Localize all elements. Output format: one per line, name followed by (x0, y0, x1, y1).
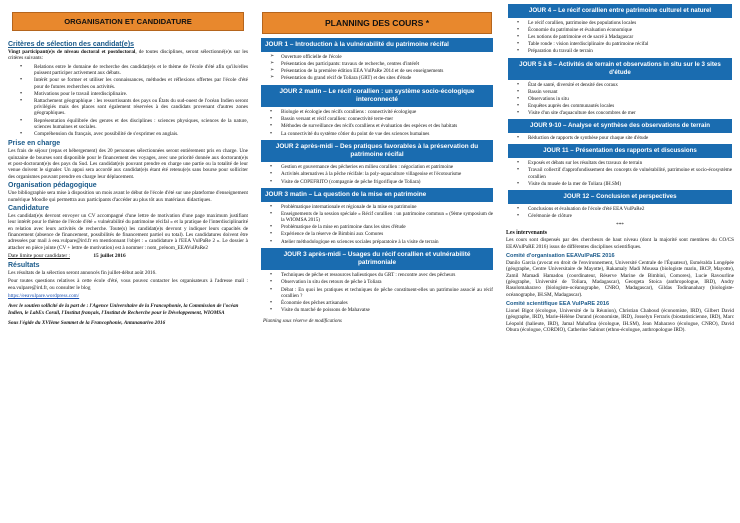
results-text: Les résultats de la sélection seront annoncés fin juillet-début août 2016. (8, 269, 157, 276)
prise-en-charge-text: Les frais de séjour (repas et hébergement) des 20 personnes sélectionnées seront entièrement pris en charge. Une quinzaine de bourses sont disponible pour le financement des voyages, avec une priorité donnée aux doctorant(e)s et post-doctorant(e)s des pays du Sud. Les candidat(e)s pouvant prendre en charge une partie ou la totalité de leur venue doivent le signaler. Un appui sera accordé aux candidat(e)s étant été retenu(e)s sans bourse pour solliciter des organismes pouvant prendre en charge leur déplacement. (8, 148, 248, 180)
list-item: • Table ronde : vision interdisciplinaire du patrimoine récifal (514, 41, 732, 47)
support-text: Avec le soutien sollicité de la part de : l'Agence Universitaire de la Francophonie, la Commission de l'océan Indien, le LabEx Corail, l'Institut français, l'Institut de Recherche pour le Développement, WIOMSA (8, 303, 239, 316)
results-title: Résultats (8, 261, 40, 269)
list-item: • Bassin versant (514, 89, 732, 95)
list-item: • Gestion et gouvernance des pêcheries en milieu corallien : négociation et patrimoine (267, 164, 493, 170)
day-block (261, 140, 493, 185)
day-items (514, 20, 732, 54)
sci-committee-title: Comité scientifique EEA VulPaRE 2016 (506, 301, 610, 308)
separator-stars: *** (616, 222, 624, 229)
day-items (267, 164, 493, 184)
list-item: • Travail collectif d'approfondissement des concepts de vulnérabilité, patrimoine et socio-écosystème corallien (514, 167, 732, 180)
list-item: • État de santé, diversité et densité des coraux (514, 82, 732, 88)
list-item: • Observation in situ des retours de pêche à Toliara (267, 279, 493, 285)
day-block (508, 4, 732, 55)
day-block (508, 144, 732, 187)
criteria-intro: Vingt participant(e)s de niveau doctoral et postdoctoral, de toutes disciplines, seront sélectionné(e)s sur les critères suivants: (8, 49, 248, 62)
day-items (267, 272, 493, 313)
list-item: • Expérience de la réserve de Bimbini aux Comores (267, 231, 493, 237)
day-title: JOUR 5 à 8 – Activités de terrain et observations in situ sur le 3 sites d'étude (508, 58, 732, 80)
list-item: • Rattachement géographique : les ressortissants des pays ou États du sud-ouest de l'océan Indien seront privilégiés mais des places sont également réservées à des candidats provenant d'autres zones géographiques. (18, 98, 248, 117)
pedagogie-text: Une bibliographie sera mise à disposition un mois avant le début de l'école d'été sur une plateforme d'enseignement numérique Moodle qui permettra aux participants d'accéder au plus tôt aux matériaux didactiques. (8, 190, 248, 203)
day-items (514, 160, 732, 187)
day-block (508, 58, 732, 117)
day-block (261, 38, 493, 82)
list-item: • Biologie et écologie des récifs coralliens : connectivité écologique (267, 109, 493, 115)
column-planning-continued (506, 4, 734, 519)
list-item: • Enseignements de la session spéciale « Récif corallien : un patrimoine commun » (9ème symposium de la WIOMSA 2015) (267, 211, 493, 224)
day-items (267, 54, 493, 81)
list-item: • Intérêt pour se former et utiliser les connaissances, méthodes et réflexions offertes par l'école d'été pour de futures recherches ou activités. (18, 77, 248, 90)
list-item: • Méthodes de surveillance des récifs coralliens et évaluation des espèces et des habitats (267, 123, 493, 129)
day-items (267, 109, 493, 136)
list-item: ➢ Ouverture officielle de l'école (267, 54, 493, 60)
blog-line (8, 293, 248, 299)
planning-footnote: Planning sous réserve de modifications (263, 319, 342, 325)
list-item: • Économie du patrimoine et évaluation économique (514, 27, 732, 33)
sci-committee-text: Lionel Bigot (écologue, Université de la Réunion), Christian Chaboud (économiste, IRD), Gilbert David (géographe, IRD), Marie-Hélène Durand (économiste, IRD), Josselyn Ferraris (biostatisticienne, IRD), Marc Léopold (halieute, IRD), Jamal Mahafina (écologue, IH.SM), Jean Maharavo (écologue, CNRO), David Obura (écologue, CORDIO), Catherine Sabinot (ethno-écologue, anthropologue IRD). (506, 308, 734, 334)
list-item: • Compréhension du français, avec possibilité de s'exprimer en anglais. (18, 131, 248, 137)
list-item: • Relations entre le domaine de recherche des candidat(e)s et le thème de l'école d'été afin qu'ils/elles puissent participer activement aux débats. (18, 64, 248, 77)
prise-en-charge-title: Prise en charge (8, 140, 61, 148)
list-item: • Cérémonie de clôture (514, 213, 732, 219)
day-title: JOUR 12 – Conclusion et perspectives (508, 190, 732, 204)
list-item: • Problématique de la mise en patrimoine dans les sites d'étude (267, 224, 493, 230)
list-item: • Représentation équilibrée des genres et des disciplines : sciences physiques, sciences de la nature, sciences humaines et sociales. (18, 118, 248, 131)
deadline-label: Date limite pour candidater : (8, 252, 70, 259)
questions-text: Pour toutes questions relatives à cette école d'été, vous pouvez contacter les organisateurs à l'adresse mail : eea.vulpare@ird.fr, ou consulter le blog (8, 278, 248, 291)
list-item: • Visite de COPEFRITO (compagnie de pêche frigorifique de Toliara) (267, 179, 493, 185)
candidature-title: Candidature (8, 204, 49, 212)
day-block (508, 119, 732, 141)
day-block (261, 85, 493, 137)
list-item: • Les notions de patrimoine et de sacré à Madagascar (514, 34, 732, 40)
list-item: • Techniques de pêche et ressources halieutiques du GRT : rencontre avec des pêcheurs (267, 272, 493, 278)
list-item: • Réduction de rapports de synthèse pour chaque site d'étude (514, 135, 732, 141)
org-committee-text: Danilo Garcia (avocat en droit de l'environnement, Université Centrale de l'Équateur), Esméralda Longépée (géographe, Centre Universitaire de Mayotte), Rakamaly Madi Moussa (biologiste marin, IRCP, Mayotte), Zamil Mamadi Hamadou (coordinateur, Réserve Marine de Bimbini, Comores), Lucie Ravourline (géographe, Université de Toliara, Madagascar), Georgeta Stoica (anthropologue, IRD), Andry Rasolomaharavo (biologiste-océanographe, CNRO, Madagascar), Gildas Todinanahary (biologiste-océanographe, IH.SM, Madagascar). (506, 260, 734, 298)
list-item: ➢ Présentation du grand récif de Toliara (GRT) et des sites d'étude (267, 75, 493, 81)
list-item: • Enquêtes auprès des communautés locales (514, 103, 732, 109)
deadline-value: 15 juillet 2016 (93, 252, 126, 259)
day-title: JOUR 3 après-midi – Usages du récif corallien et vulnérabilité patrimoniale (261, 248, 493, 271)
day-title: JOUR 1 – Introduction à la vulnérabilité du patrimoine récifal (261, 38, 493, 52)
day-title: JOUR 2 après-midi – Des pratiques favorables à la préservation du patrimoine récifal (261, 140, 493, 163)
deadline (8, 253, 248, 259)
day-items (514, 206, 732, 219)
day-block (261, 248, 493, 313)
list-item: • Le récif corallien, patrimoine des populations locales (514, 20, 732, 26)
list-item: • Conclusions et évaluation de l'école d'été EEA VulPaRe2 (514, 206, 732, 212)
blog-link[interactable]: https://eeavulpare.wordpress.com/ (8, 292, 80, 299)
list-item: • Visite du marché de poissons de Mahavatse (267, 307, 493, 313)
day-items (267, 204, 493, 245)
criteria-title: Critères de sélection des candidat(e)s (8, 41, 135, 48)
pedagogie-title: Organisation pédagogique (8, 182, 97, 190)
day-title: JOUR 9-10 – Analyse et synthèse des observations de terrain (508, 119, 732, 133)
day-block (261, 188, 493, 245)
list-item: ➢ Présentation de la première édition EEA VulPaRe 2014 et de ses enseignements (267, 68, 493, 74)
list-item: • Observations in situ (514, 96, 732, 102)
day-items (514, 82, 732, 116)
day-items (514, 135, 732, 141)
column-planning (259, 4, 495, 519)
list-item: • Visite du musée de la mer de Toliara (IH.SM) (514, 181, 732, 187)
list-item: • Exposés et débats sur les résultats des travaux de terrain (514, 160, 732, 166)
list-item: • Visite d'un site d'aquaculture des concombres de mer (514, 110, 732, 116)
day-title: JOUR 4 – Le récif corallien entre patrimoine culturel et naturel (508, 4, 732, 18)
sommet-text: Sous l'égide du XVIème Sommet de la Francophonie, Antananarivo 2016 (8, 320, 166, 327)
org-committee-title: Comité d'organisation EEAVulPaRE 2016 (506, 253, 615, 260)
section-header-organisation: ORGANISATION ET CANDIDATURE (12, 12, 244, 31)
list-item: • Préparation du travail de terrain (514, 48, 732, 54)
list-item: • Débat : En quoi les pratiques et techniques de pêche constituent-elles un patrimoine associé au récif corallien ? (267, 287, 493, 300)
criteria-list (18, 64, 248, 138)
intervenants-text: Les cours sont dispensés par des chercheurs de haut niveau (dont la majorité sont membres du CO/CS EEAVulPaRE 2016) issus de différentes disciplines scientifiques. (506, 237, 734, 250)
list-item: • Motivations pour le travail interdisciplinaire. (18, 91, 248, 97)
planning-header: PLANNING DES COURS * (262, 12, 492, 34)
list-item: • Bassin versant et récif corallien: connectivité terre-mer (267, 116, 493, 122)
column-organisation (8, 4, 248, 519)
day-title: JOUR 2 matin – Le récif corallien : un système socio-écologique interconnecté (261, 85, 493, 108)
list-item: • Économie des pêches artisanales (267, 300, 493, 306)
list-item: • Problématique internationale et régionale de la mise en patrimoine (267, 204, 493, 210)
candidature-text: Les candidat(e)s devront envoyer un CV accompagné d'une lettre de motivation d'une page maximum justifiant leur intérêt pour le thème de l'école d'été « vulnérabilité du patrimoine récifal » et la pratique de l'interdisciplinarité en relation avec leurs activités de recherche. Toute(s) les candidat(e)s devront y indiquer leurs capacités de financement (absence de financement, possibilités de financement partiel ou total). Les candidatures doivent être adressées par mail à eea.vulpare@ird.fr en mentionnant l'objet : « candidature à l'EEA VulPaRe 2 ». Le dossier à attacher en pièce jointe (CV + lettre de motivation) est à nommer : nom_prénom_EEAVulPaRe2 (8, 212, 248, 251)
day-block (508, 190, 732, 219)
list-item: • Atelier méthodologique en sciences sociales préparatoire à la visite de terrain (267, 239, 493, 245)
intervenants-title: Les intervenants (506, 230, 548, 237)
day-title: JOUR 3 matin – La question de la mise en patrimoine (261, 188, 493, 202)
day-title: JOUR 11 – Présentation des rapports et discussions (508, 144, 732, 158)
list-item: • La connectivité du système côtier du point de vue des sciences humaines (267, 131, 493, 137)
list-item: ➢ Présentation des participants: travaux de recherche, centres d'intérêt (267, 61, 493, 67)
list-item: • Activités alternatives à la pêche récifale: la poly-aquaculture villageoise et l'écotourisme (267, 171, 493, 177)
